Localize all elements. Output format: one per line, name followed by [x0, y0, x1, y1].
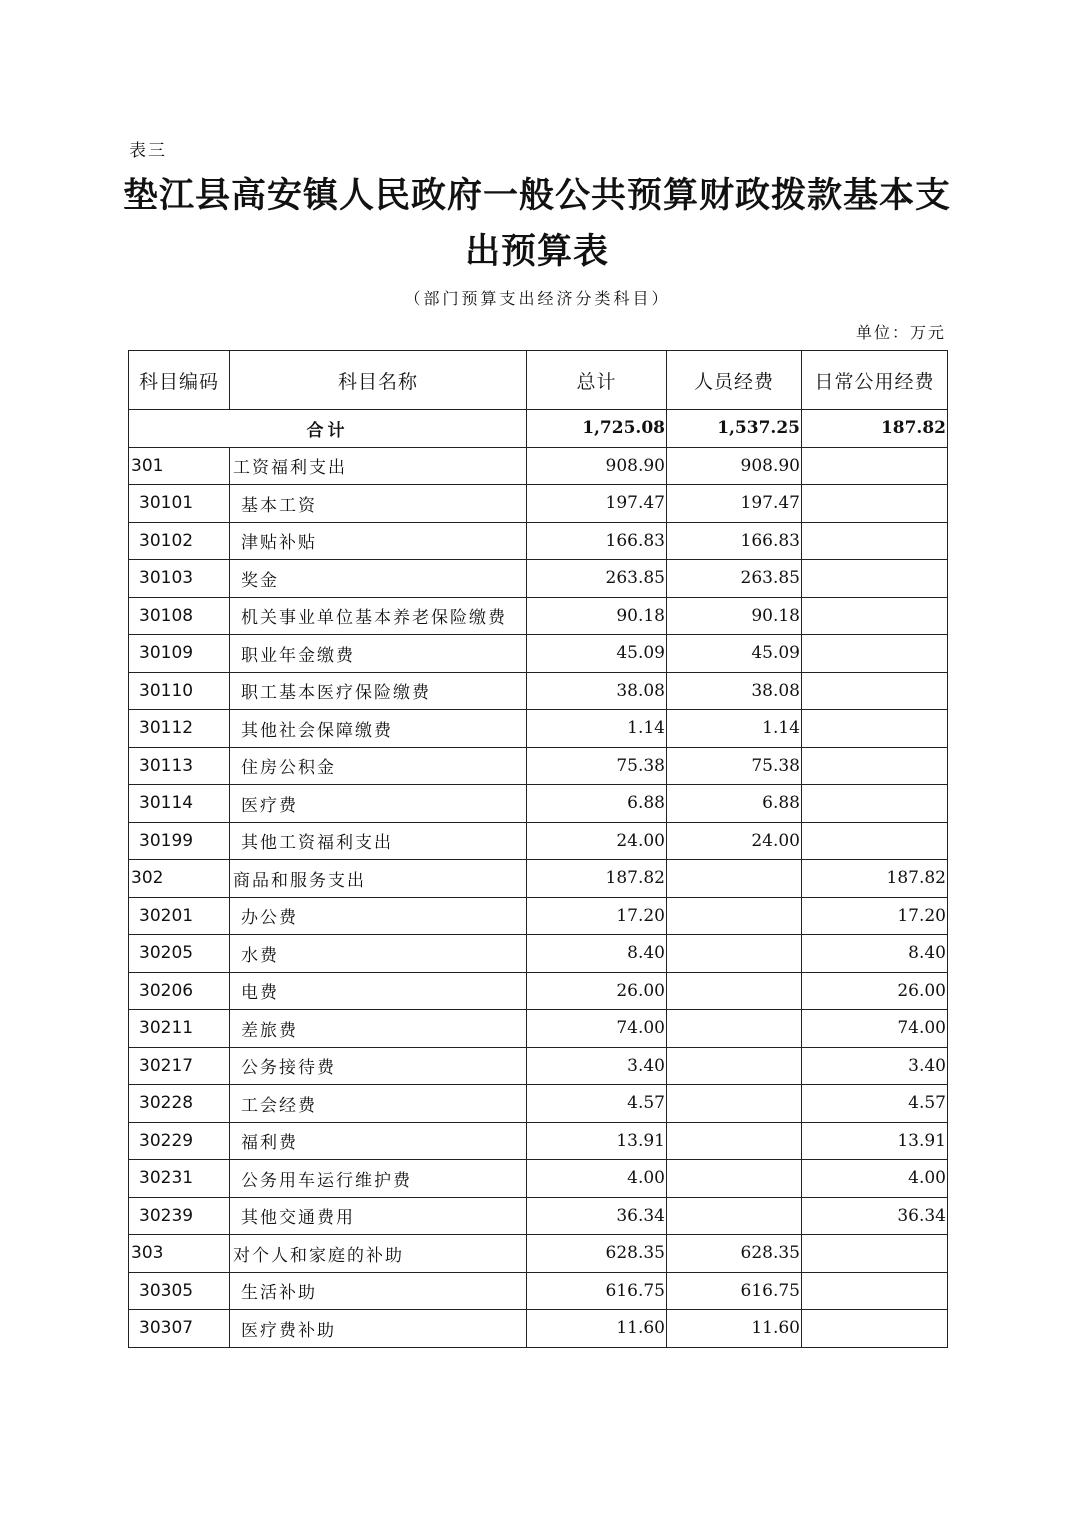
- row-name: 差旅费: [230, 1010, 527, 1048]
- header-row: [129, 351, 948, 410]
- row-name: 生活补助: [230, 1272, 527, 1310]
- page-title: 垫江县高安镇人民政府一般公共预算财政拨款基本支出预算表: [122, 175, 951, 272]
- row-name: 职工基本医疗保险缴费: [230, 672, 527, 710]
- row-public: [802, 822, 948, 860]
- row-public: [802, 710, 948, 748]
- table-row: [129, 860, 948, 898]
- table-row: [129, 1197, 948, 1235]
- page-subtitle: （部门预算支出经济分类科目）: [404, 289, 671, 308]
- row-total: 616.75: [527, 1272, 667, 1310]
- row-name: 其他交通费用: [230, 1197, 527, 1235]
- table-row: [129, 785, 948, 823]
- row-name: 奖金: [230, 560, 527, 598]
- row-code: 30205: [129, 935, 230, 973]
- row-code: 30110: [129, 672, 230, 710]
- row-personnel: 90.18: [667, 597, 802, 635]
- row-personnel: 166.83: [667, 522, 802, 560]
- table-row: [129, 1272, 948, 1310]
- row-name: 医疗费补助: [230, 1310, 527, 1348]
- row-personnel: 197.47: [667, 485, 802, 523]
- row-name: 其他社会保障缴费: [230, 710, 527, 748]
- total-row: [129, 410, 948, 448]
- row-personnel: 45.09: [667, 635, 802, 673]
- row-personnel: [667, 897, 802, 935]
- row-total: 3.40: [527, 1047, 667, 1085]
- row-personnel: 616.75: [667, 1272, 802, 1310]
- row-personnel: [667, 860, 802, 898]
- table-row: [129, 1085, 948, 1123]
- row-name: 工资福利支出: [230, 447, 527, 485]
- row-total: 1.14: [527, 710, 667, 748]
- row-personnel: [667, 1160, 802, 1198]
- row-personnel: 75.38: [667, 747, 802, 785]
- row-public: [802, 447, 948, 485]
- row-name: 电费: [230, 972, 527, 1010]
- row-public: [802, 747, 948, 785]
- row-public: [802, 785, 948, 823]
- row-code: 30199: [129, 822, 230, 860]
- total-label: 合计: [129, 410, 527, 448]
- row-total: 45.09: [527, 635, 667, 673]
- row-total: 6.88: [527, 785, 667, 823]
- total-amount: 1,725.08: [527, 410, 667, 448]
- table-row: [129, 747, 948, 785]
- row-name: 办公费: [230, 897, 527, 935]
- row-public: 17.20: [802, 897, 948, 935]
- table-row: [129, 635, 948, 673]
- row-name: 公务用车运行维护费: [230, 1160, 527, 1198]
- row-code: 30231: [129, 1160, 230, 1198]
- row-total: 8.40: [527, 935, 667, 973]
- column-header-code: 科目编码: [129, 351, 230, 410]
- row-personnel: 628.35: [667, 1235, 802, 1273]
- row-personnel: 24.00: [667, 822, 802, 860]
- row-total: 11.60: [527, 1310, 667, 1348]
- total-personnel: 1,537.25: [667, 410, 802, 448]
- row-code: 301: [129, 447, 230, 485]
- row-personnel: 6.88: [667, 785, 802, 823]
- row-total: 187.82: [527, 860, 667, 898]
- row-total: 75.38: [527, 747, 667, 785]
- row-public: [802, 1310, 948, 1348]
- row-personnel: [667, 1047, 802, 1085]
- row-code: 30101: [129, 485, 230, 523]
- row-code: 30201: [129, 897, 230, 935]
- row-public: 26.00: [802, 972, 948, 1010]
- row-public: 187.82: [802, 860, 948, 898]
- row-name: 福利费: [230, 1122, 527, 1160]
- row-public: 74.00: [802, 1010, 948, 1048]
- row-code: 30211: [129, 1010, 230, 1048]
- row-code: 30108: [129, 597, 230, 635]
- unit-label: 单位：万元: [855, 323, 946, 342]
- row-public: [802, 635, 948, 673]
- row-name: 医疗费: [230, 785, 527, 823]
- row-personnel: [667, 935, 802, 973]
- row-total: 263.85: [527, 560, 667, 598]
- row-total: 197.47: [527, 485, 667, 523]
- row-total: 908.90: [527, 447, 667, 485]
- budget-table: [128, 350, 948, 1348]
- table-row: [129, 1310, 948, 1348]
- row-code: 30113: [129, 747, 230, 785]
- row-public: [802, 485, 948, 523]
- row-code: 30109: [129, 635, 230, 673]
- row-code: 30217: [129, 1047, 230, 1085]
- row-public: 8.40: [802, 935, 948, 973]
- row-name: 津贴补贴: [230, 522, 527, 560]
- row-code: 30103: [129, 560, 230, 598]
- table-row: [129, 522, 948, 560]
- table-row: [129, 1047, 948, 1085]
- row-code: 30228: [129, 1085, 230, 1123]
- row-code: 303: [129, 1235, 230, 1273]
- column-header-public: 日常公用经费: [802, 351, 948, 410]
- column-header-personnel: 人员经费: [667, 351, 802, 410]
- row-total: 4.57: [527, 1085, 667, 1123]
- row-personnel: 908.90: [667, 447, 802, 485]
- row-personnel: 11.60: [667, 1310, 802, 1348]
- row-code: 30305: [129, 1272, 230, 1310]
- row-name: 对个人和家庭的补助: [230, 1235, 527, 1273]
- table-row: [129, 710, 948, 748]
- table-row: [129, 1235, 948, 1273]
- column-header-name: 科目名称: [230, 351, 527, 410]
- row-public: [802, 1235, 948, 1273]
- row-total: 74.00: [527, 1010, 667, 1048]
- row-name: 水费: [230, 935, 527, 973]
- row-public: [802, 522, 948, 560]
- row-code: 30114: [129, 785, 230, 823]
- row-personnel: [667, 1010, 802, 1048]
- row-code: 30102: [129, 522, 230, 560]
- row-name: 其他工资福利支出: [230, 822, 527, 860]
- table-row: [129, 672, 948, 710]
- table-row: [129, 1010, 948, 1048]
- row-public: [802, 597, 948, 635]
- row-total: 628.35: [527, 1235, 667, 1273]
- row-name: 公务接待费: [230, 1047, 527, 1085]
- row-name: 机关事业单位基本养老保险缴费: [230, 597, 527, 635]
- row-public: [802, 672, 948, 710]
- row-personnel: [667, 1085, 802, 1123]
- table-row: [129, 485, 948, 523]
- row-total: 90.18: [527, 597, 667, 635]
- row-total: 24.00: [527, 822, 667, 860]
- table-row: [129, 822, 948, 860]
- row-code: 30239: [129, 1197, 230, 1235]
- row-public: 13.91: [802, 1122, 948, 1160]
- table-number: 表三: [129, 141, 167, 161]
- row-code: 30229: [129, 1122, 230, 1160]
- row-total: 166.83: [527, 522, 667, 560]
- table-row: [129, 597, 948, 635]
- table-row: [129, 560, 948, 598]
- table-row: [129, 1122, 948, 1160]
- table-row: [129, 972, 948, 1010]
- row-public: 4.00: [802, 1160, 948, 1198]
- row-personnel: [667, 1197, 802, 1235]
- row-total: 38.08: [527, 672, 667, 710]
- table-row: [129, 897, 948, 935]
- row-name: 基本工资: [230, 485, 527, 523]
- row-code: 30206: [129, 972, 230, 1010]
- row-personnel: [667, 1122, 802, 1160]
- table-row: [129, 1160, 948, 1198]
- row-name: 住房公积金: [230, 747, 527, 785]
- row-public: 4.57: [802, 1085, 948, 1123]
- row-code: 302: [129, 860, 230, 898]
- row-code: 30112: [129, 710, 230, 748]
- row-total: 17.20: [527, 897, 667, 935]
- row-total: 4.00: [527, 1160, 667, 1198]
- row-name: 职业年金缴费: [230, 635, 527, 673]
- row-public: 36.34: [802, 1197, 948, 1235]
- row-personnel: 263.85: [667, 560, 802, 598]
- row-public: [802, 560, 948, 598]
- row-total: 26.00: [527, 972, 667, 1010]
- row-total: 13.91: [527, 1122, 667, 1160]
- column-header-total: 总计: [527, 351, 667, 410]
- row-public: [802, 1272, 948, 1310]
- table-row: [129, 935, 948, 973]
- row-personnel: 38.08: [667, 672, 802, 710]
- row-name: 工会经费: [230, 1085, 527, 1123]
- row-name: 商品和服务支出: [230, 860, 527, 898]
- row-public: 3.40: [802, 1047, 948, 1085]
- table-row: [129, 447, 948, 485]
- row-personnel: 1.14: [667, 710, 802, 748]
- total-public: 187.82: [802, 410, 948, 448]
- row-total: 36.34: [527, 1197, 667, 1235]
- row-personnel: [667, 972, 802, 1010]
- row-code: 30307: [129, 1310, 230, 1348]
